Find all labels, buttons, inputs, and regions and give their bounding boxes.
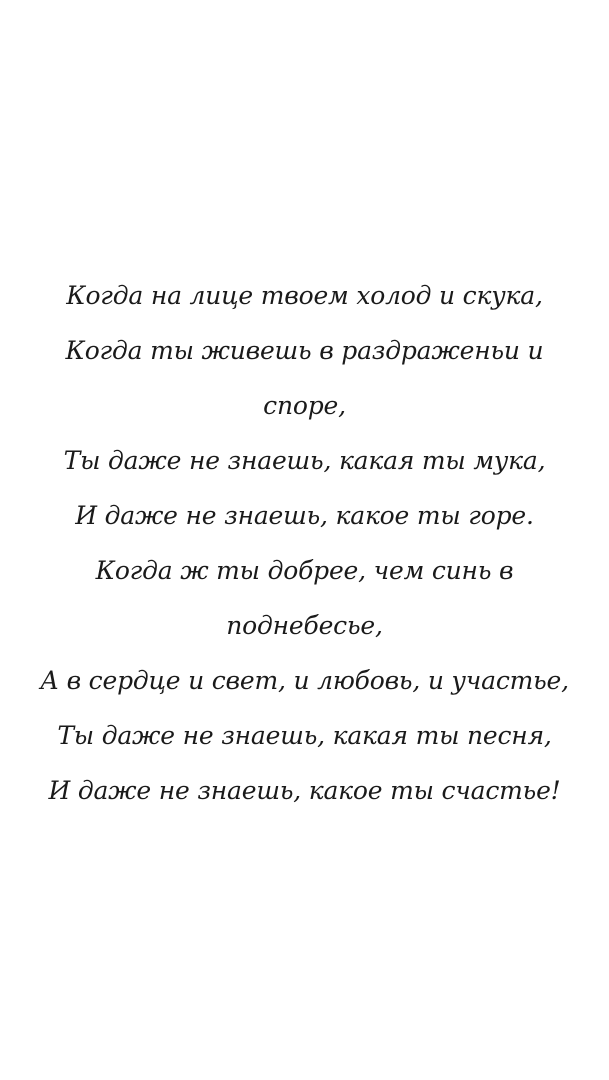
poem-line: Ты даже не знаешь, какая ты песня, [57, 721, 552, 750]
poem-text [0, 268, 609, 818]
poem-line: И даже не знаешь, какое ты счастье! [48, 776, 561, 805]
poem-line: Когда ты живешь в раздраженьи и [65, 336, 544, 365]
poem-line: И даже не знаешь, какое ты горе. [75, 501, 534, 530]
poem-line: Когда на лице твоем холод и скука, [66, 281, 543, 310]
poem-line: поднебесье, [226, 611, 383, 640]
poem-line: Когда ж ты добрее, чем синь в [95, 556, 514, 585]
poem-line: Ты даже не знаешь, какая ты мука, [63, 446, 546, 475]
poem-line: А в сердце и свет, и любовь, и участье, [40, 666, 569, 695]
poem-line: споре, [263, 391, 346, 420]
